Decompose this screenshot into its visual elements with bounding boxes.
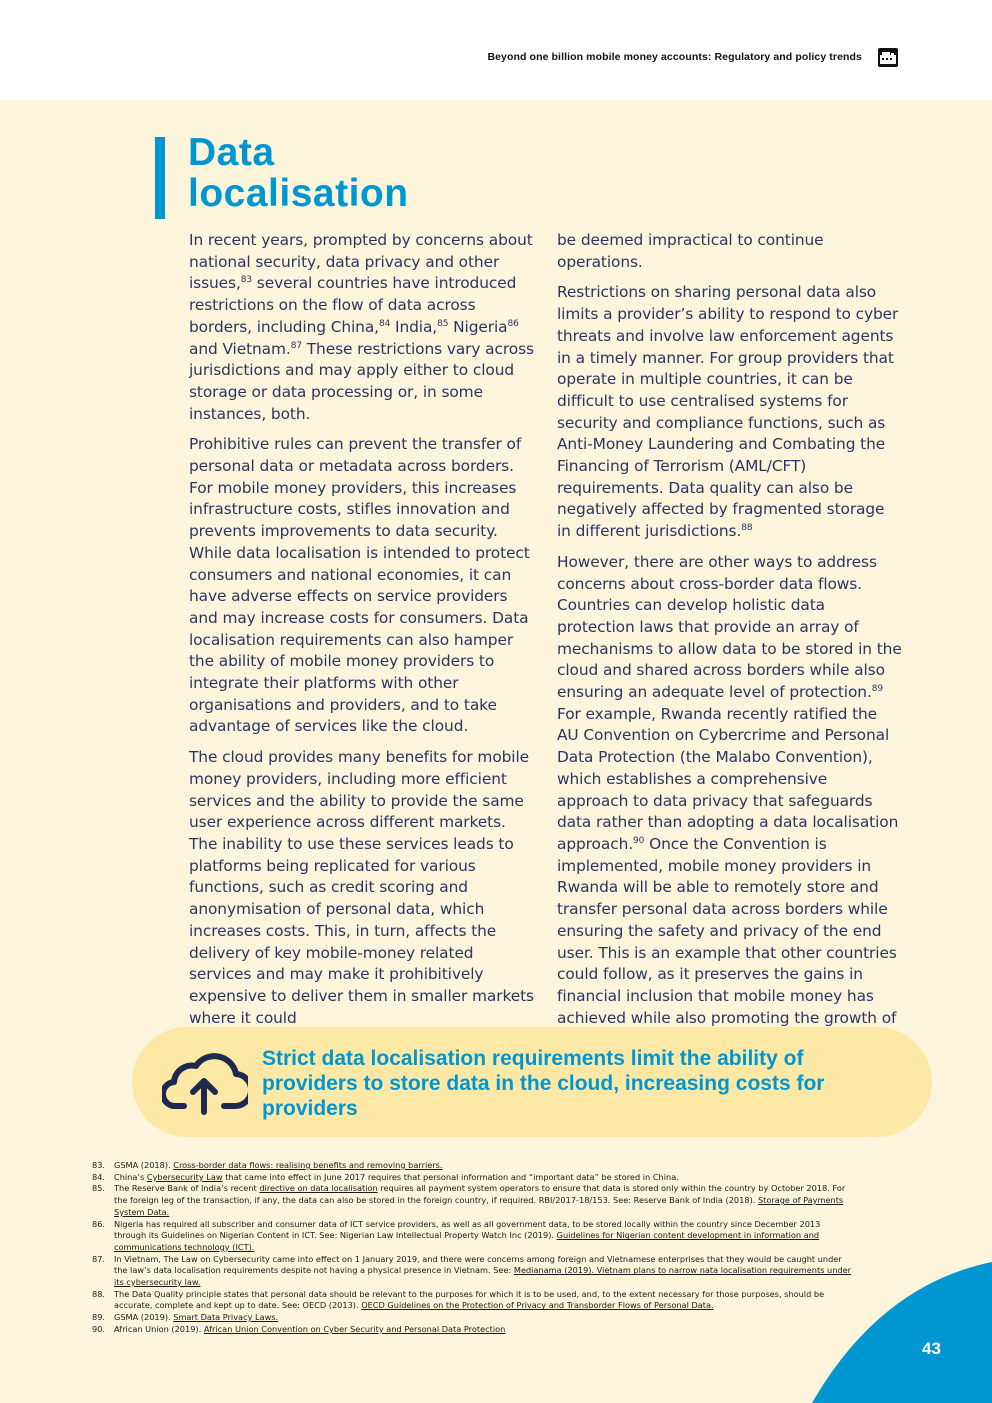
section-title-line2: localisation <box>188 172 409 215</box>
footnote-ref[interactable]: 87 <box>290 340 302 351</box>
footnote-link[interactable]: African Union Convention on Cyber Security and Personal Data Protection <box>203 1323 506 1334</box>
callout-box <box>132 1027 932 1137</box>
footnote-link[interactable]: Medianama (2019). Vietnam plans to narrow nata localisation requirements under its cybersecurity law. <box>114 1265 852 1288</box>
footnote-ref[interactable]: 83 <box>240 275 253 286</box>
footnote-link[interactable]: directive on data localisation <box>259 1183 378 1194</box>
paragraph: Prohibitive rules can prevent the transfer of personal data or metadata across borders. For mobile money providers, this increases infrastructure costs, stifles innovation and prevents improvements to data security. While data localisation is intended to protect consumers and national economies, it can have adverse effects on service providers and may increase costs for consumers. Data localisation requirements can also hamper the ability of mobile money providers to integrate their platforms with other organisations and providers, and to take advantage of services like the cloud. <box>189 435 530 736</box>
right-column <box>557 230 902 1060</box>
footnote: 86. Nigeria has required all subscriber and consumer data of ICT service providers, as well as all government data, to be stored locally within the country since December 2013 through its Guidelines on Nigerian Content in ICT. See: Nigerian Law Intellectual Property Watch Inc (2019). Guidelines for Nigerian content development in information and communications technology (ICT). <box>92 1218 821 1252</box>
callout-text: Strict data localisation requirements limit the ability of providers to store data in the cloud, increasing costs for providers <box>262 1047 825 1120</box>
footnote-ref[interactable]: 89 <box>871 683 884 694</box>
paragraph: In recent years, prompted by concerns about national security, data privacy and other issues,$^{83}$ several countries have introduced restrictions on the flow of data across borders, including China,$^{84}$ India,$^{85}$ Nigeria$^{86}$ and Vietnam.$^{87}$ These restrictions vary across jurisdictions and may apply either to cloud storage or data processing or, in some instances, both. <box>189 231 534 423</box>
paragraph: The cloud provides many benefits for mobile money providers, including more efficient services and the ability to provide the same user experience across different markets. The inability to use these services leads to platforms being replicated for various functions, such as credit scoring and anonymisation of personal data, which increases costs. This, in turn, affects the delivery of key mobile-money related services and may make it prohibitively expensive to deliver them in smaller markets where it could <box>189 748 534 1027</box>
footnote-link[interactable]: Guidelines for Nigerian content development in information and communications technology (ICT). <box>114 1230 820 1252</box>
paragraph: Restrictions on sharing personal data also limits a provider’s ability to respond to cyber threats and involve law enforcement agents in a timely manner. For group providers that operate in multiple countries, it can be difficult to use centralised systems for security and compliance functions, such as Anti-Money Laundering and Combating the Financing of Terrorism (AML/CFT) requirements. Data quality can also be negatively affected by fragmented storage in different jurisdictions.$^{88}$ <box>557 283 899 541</box>
left-column <box>189 230 534 1038</box>
footnote: 83. GSMA (2018). Cross-border data flows: realising benefits and removing barriers. <box>92 1160 443 1170</box>
footnote-link[interactable]: Smart Data Privacy Laws. <box>173 1312 279 1323</box>
footnote-link[interactable]: Storage of Payments System Data. <box>114 1195 844 1217</box>
footnotes <box>92 1160 852 1336</box>
cloud-upload-icon <box>162 1044 248 1116</box>
footnote: 84. China’s Cybersecurity Law that came into effect in June 2017 requires that personal information and “important data” be stored in China. <box>92 1171 679 1182</box>
footnote-ref[interactable]: 88 <box>741 523 753 534</box>
footnote-ref[interactable]: 86 <box>507 318 519 329</box>
footnote-link[interactable]: Cybersecurity Law <box>146 1171 223 1182</box>
footnote: 88. The Data Quality principle states that personal data should be relevant to the purposes for which it is to be used, and, to the extent necessary for those purposes, should be accurate, complete and kept up to date. See: OECD (2013). OECD Guidelines on the Protection of Privacy and Transborder Flows of Personal Data. <box>92 1288 825 1311</box>
footnote: 87. In Vietnam, The Law on Cybersecurity came into effect on 1 January 2019, and there were concerns among foreign and Vietnamese enterprises that they would be caught under the law’s data localisation requirements despite not having a physical presence in Vietnam. See: Medianama (2019). Vietnam plans to narrow nata localisation requirements under its cybersecurity law. <box>92 1253 852 1288</box>
title-accent-bar <box>155 137 165 219</box>
page-number: 43 <box>922 1339 941 1358</box>
footnote: 85. The Reserve Bank of India’s recent directive on data localisation requires all payment system operators to ensure that data is stored only within the country by October 2018. For the foreign leg of the transaction, if any, the data can also be stored in the foreign country, if required. RBI/2017-18/153. See: Reserve Bank of India (2018). Storage of Payments System Data. <box>92 1183 846 1217</box>
footnote: 90. African Union (2019). African Union Convention on Cyber Security and Personal Data Protection <box>92 1323 506 1334</box>
footnote-link[interactable]: OECD Guidelines on the Protection of Privacy and Transborder Flows of Personal Data. <box>361 1300 714 1311</box>
paragraph: However, there are other ways to address concerns about cross-border data flows. Countries can develop holistic data protection laws that provide an array of mechanisms to allow data to be stored in the cloud and shared across borders while also ensuring an adequate level of protection.$^{89}$ For example, Rwanda recently ratified the AU Convention on Cybercrime and Personal Data Protection (the Malabo Convention), which establishes a comprehensive approach to data privacy that safeguards data rather than adopting a data localisation approach.$^{90}$ Once the Convention is implemented, mobile money providers in Rwanda will be able to remotely store and transfer personal data across borders while ensuring the safety and privacy of the end user. This is an example that other countries could follow, as it preserves the gains in financial inclusion that mobile money has achieved while also promoting the growth of <box>557 552 902 1027</box>
footnote: 89. GSMA (2019). Smart Data Privacy Laws. <box>92 1312 279 1323</box>
footnote-link[interactable]: Cross-border data flows: realising benefits and removing barriers. <box>173 1160 443 1170</box>
section-title <box>188 132 409 214</box>
running-title: Beyond one billion mobile money accounts: Regulatory and policy trends <box>487 51 862 63</box>
footnote-ref[interactable]: 90 <box>633 835 645 846</box>
footnote-ref[interactable]: 85 <box>437 318 449 329</box>
paragraph: be deemed impractical to continue operations. <box>557 231 824 271</box>
footnote-ref[interactable]: 84 <box>378 318 391 329</box>
section-title-line1: Data <box>188 131 275 174</box>
